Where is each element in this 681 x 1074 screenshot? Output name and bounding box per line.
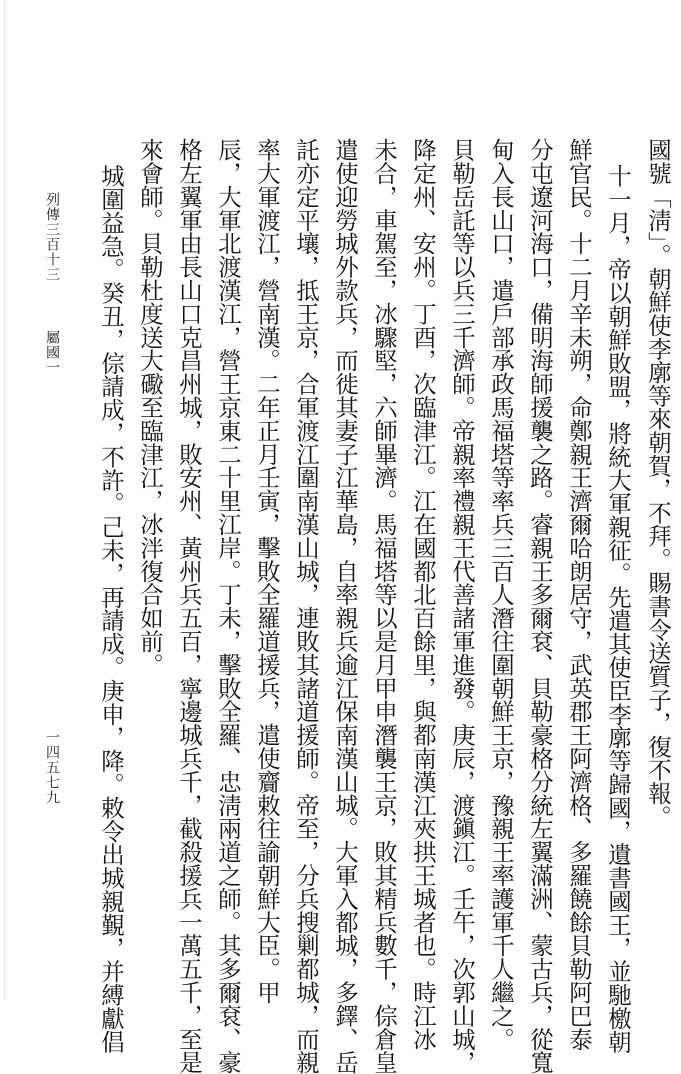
running-header-juan: 列傳三百十三 [44,192,60,282]
text-column-14: 來會師。貝勒杜度送大礮至臨津江，冰泮復合如前。 [136,138,164,677]
text-column-10: 託亦定平壤，抵王京，合軍渡江圍南漢山城，連敗其諸道援師。帝至，分兵搜剿都城，而親 [292,138,320,1074]
text-column-5: 甸入長山口，遣戶部承政馬福塔等率兵三百人潛往圍朝鮮王京，豫親王率護軍千人繼之。 [487,138,515,1051]
text-column-7: 降定州、安州。丁酉，次臨津江。江在國都北百餘里，與都南漢江夾拱王城者也。時江冰 [409,138,437,1051]
page-number: 一四五七九 [44,730,60,805]
text-column-3: 鮮官民。十二月辛未朔，命鄭親王濟爾哈朗居守，武英郡王阿濟格、多羅饒餘貝勒阿巴泰 [565,138,593,1051]
text-column-4: 分屯遼河海口，備明海師援襲之路。睿親王多爾袞、貝勒豪格分統左翼滿洲、蒙古兵，從寬 [526,138,554,1074]
text-column-13: 格左翼軍由長山口克昌州城，敗安州、黃州兵五百，寧邊城兵千，截殺援兵一萬五千，至是 [175,138,203,1074]
text-column-1: 國號「淸」。朝鮮使李廓等來朝賀，不拜。賜書令送質子，復不報。 [644,138,672,829]
text-column-12: 辰，大軍北渡漢江，營王京東二十里江岸。丁未，擊敗全羅、忠淸兩道之師。其多爾袞、豪 [214,138,242,1074]
scan-gutter [4,0,5,1000]
text-column-9: 遣使迎勞城外款兵，而徙其妻子江華島，自率親兵逾江保南漢山城。大軍入都城，多鐸、岳 [331,138,359,1074]
text-column-6: 貝勒岳託等以兵三千濟師。帝親率禮親王代善諸軍進發。庚辰，渡鎭江。壬午，次郭山城， [448,138,476,1074]
running-header-title: 屬國一 [44,330,60,375]
text-column-15: 城圍益急。癸丑，倧請成，不許。己未，再請成。庚申，降。敕令出城親覲，并縛獻倡 [97,164,125,1054]
text-column-11: 率大軍渡江，營南漢。二年正月壬寅，擊敗全羅道援兵，遣使齎敕往諭朝鮮大臣。甲 [253,138,281,1004]
text-column-2: 十一月，帝以朝鮮敗盟，將統大軍親征。先遣其使臣李廓等歸國，遺書國王，並馳檄朝 [604,164,632,1054]
text-column-8: 未合，車駕至，冰驟堅，六師畢濟。馬福塔等以是月甲申潛襲王京，敗其精兵數千，倧倉皇 [370,138,398,1074]
